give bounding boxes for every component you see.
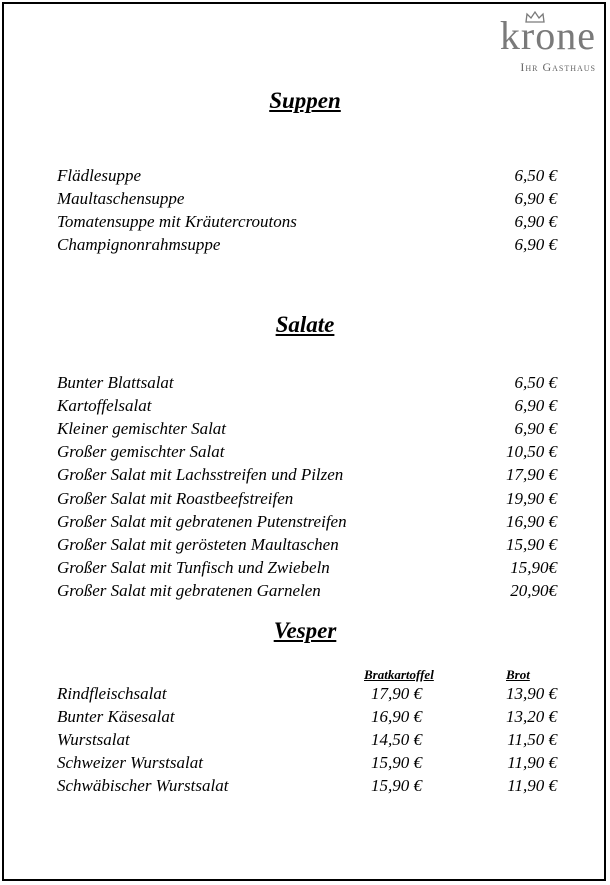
menu-item	[57, 372, 557, 394]
menu-item-price-bratkartoffel: 16,90 €	[371, 707, 422, 726]
logo-subtitle: Ihr Gasthaus	[520, 60, 596, 74]
menu-item	[57, 752, 557, 774]
menu-item-name: Rindfleischsalat	[57, 684, 167, 703]
menu-item-name: Schweizer Wurstsalat	[57, 753, 203, 772]
menu-item-price: 15,90 €	[506, 534, 557, 554]
menu-item-name: Großer Salat mit gebratenen Garnelen	[57, 580, 321, 600]
logo	[478, 10, 596, 74]
menu-item	[57, 211, 557, 233]
logo-wordmark: krone	[499, 13, 596, 58]
menu-item	[57, 706, 557, 728]
menu-item-price: 6,90 €	[514, 419, 557, 439]
menu-item-price-bratkartoffel: 14,50 €	[371, 730, 422, 749]
menu-item-price-bratkartoffel: 17,90 €	[371, 684, 422, 703]
menu-item-price: 15,90€	[510, 557, 557, 577]
section-title-vesper: Vesper	[273, 618, 337, 643]
menu-item	[57, 729, 557, 751]
menu-item-price-brot: 11,90 €	[507, 776, 557, 795]
menu-item-price-bratkartoffel: 15,90 €	[371, 753, 422, 772]
menu-item	[57, 188, 557, 210]
menu-item-price-brot: 11,90 €	[507, 753, 557, 772]
menu-item-name: Tomatensuppe mit Kräutercroutons	[57, 212, 297, 231]
menu-item-price: 6,90 €	[514, 189, 557, 208]
menu-item	[57, 441, 557, 463]
menu-item-price-bratkartoffel: 15,90 €	[371, 776, 422, 795]
menu-item-name: Großer Salat mit Tunfisch und Zwiebeln	[57, 557, 330, 577]
menu-item-name: Bunter Käsesalat	[57, 707, 175, 726]
menu-item-price-brot: 11,50 €	[507, 730, 557, 749]
menu-item-name: Großer Salat mit gerösteten Maultaschen	[57, 534, 339, 554]
menu-item	[57, 534, 557, 556]
menu-item	[57, 557, 557, 579]
menu-item-price: 6,50 €	[514, 373, 557, 392]
menu-item-price: 16,90 €	[506, 511, 557, 531]
menu-item-price: 6,90 €	[514, 235, 557, 254]
menu-item	[57, 165, 557, 187]
menu-item	[57, 418, 557, 440]
menu-item-price: 20,90€	[510, 580, 557, 600]
menu-item	[57, 683, 557, 705]
menu-item-price: 19,90 €	[506, 488, 557, 508]
menu-item-name: Kleiner gemischter Salat	[57, 419, 227, 439]
column-header-brot: Brot	[506, 667, 530, 682]
menu-item	[57, 775, 557, 797]
menu-item-name: Großer Salat mit gebratenen Putenstreifen	[57, 511, 347, 531]
menu-item-name: Großer Salat mit Lachsstreifen und Pilzen	[57, 465, 344, 485]
menu-item	[57, 580, 557, 602]
section-title-salate: Salate	[275, 312, 335, 337]
menu-item-name: Großer Salat mit Roastbeefstreifen	[57, 488, 294, 508]
menu-item-name: Flädlesuppe	[57, 166, 142, 185]
menu-item-price: 6,90 €	[514, 396, 557, 416]
menu-item-price: 10,50 €	[506, 442, 557, 462]
menu-item-price: 17,90 €	[506, 465, 557, 485]
menu-item-price: 6,50 €	[514, 166, 557, 185]
menu-item	[57, 464, 557, 486]
menu-item	[57, 395, 557, 417]
menu-item-name: Champignonrahmsuppe	[57, 235, 221, 254]
menu-item-name: Maultaschensuppe	[57, 189, 185, 208]
column-header-bratkartoffel: Bratkartoffel	[364, 667, 434, 682]
menu-item-price: 6,90 €	[514, 212, 557, 231]
menu-item-price-brot: 13,20 €	[506, 707, 557, 726]
menu-item-name: Schwäbischer Wurstsalat	[57, 776, 229, 795]
menu-item	[57, 234, 557, 256]
menu-item-name: Wurstsalat	[57, 730, 130, 749]
menu-item-price-brot: 13,90 €	[506, 684, 557, 703]
menu-item-name: Kartoffelsalat	[57, 396, 152, 416]
menu-item	[57, 511, 557, 533]
section-title-suppen: Suppen	[269, 88, 341, 113]
menu-item	[57, 488, 557, 510]
menu-item-name: Großer gemischter Salat	[57, 442, 225, 462]
menu-item-name: Bunter Blattsalat	[57, 373, 174, 392]
